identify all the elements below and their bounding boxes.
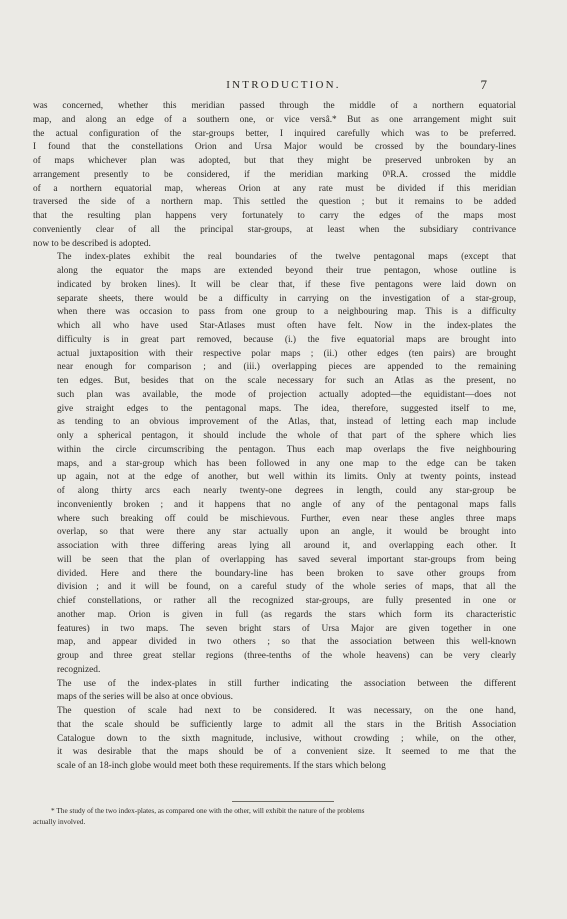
text-line: near enough for comparison ; and (iii.) overlapping pieces are appended to the remaining bbox=[57, 362, 516, 373]
text-line: divided. Here and there the boundary-line has been broken to save other groups from bbox=[57, 568, 516, 579]
paragraph bbox=[33, 100, 516, 251]
text-line: actual juxtaposition with their respective polar maps ; (ii.) other edges (ten pairs) are brought bbox=[57, 348, 516, 359]
text-line: separate sheets, there would be a difficulty in carrying on the investigation of a star-group, bbox=[57, 293, 516, 304]
text-line: along the equator the maps are extended beyond their true pentagon, whose outline is bbox=[57, 266, 516, 276]
paragraph bbox=[33, 678, 516, 706]
text-line: The question of scale had next to be considered. It was necessary, on the one hand, bbox=[57, 706, 516, 716]
text-line: association with three differing areas lying all around it, and overlapping each other. It bbox=[57, 541, 516, 551]
text-line: map, and appear divided in two others ; so that the association between this well-known bbox=[57, 637, 516, 648]
text-line: only a spherical pentagon, it should include the whole of that part of the sphere which lies bbox=[57, 431, 516, 441]
text-line: recognized. bbox=[57, 664, 101, 675]
text-line: when there was occasion to pass from one group to a neighbouring map. This is a difficulty bbox=[57, 307, 516, 318]
text-line: Catalogue down to the sixth magnitude, inclusive, without crowding ; while, on the other, bbox=[57, 733, 516, 744]
paragraph bbox=[33, 251, 516, 677]
paragraph bbox=[33, 705, 516, 774]
text-line: up again, not at the edge of another, but well within its limits. Only at twenty points, instead bbox=[57, 472, 516, 483]
text-line: overlap, so that were there any star actually upon an angle, it would be brought into bbox=[57, 527, 516, 538]
text-line: traversed the side of a northern map. This settled the question ; but it remains to be added bbox=[33, 197, 516, 208]
text-line: indicated by broken lines). It will be clear that, if these five pentagons were laid down on bbox=[57, 279, 516, 290]
text-line: of a northern equatorial map, whereas Orion at any rate must be divided if this meridian bbox=[33, 183, 516, 194]
text-line: arrangement presently to be considered, if the meridian marking 0ʰR.A. crossed the middle bbox=[33, 169, 516, 180]
text-line: features) in two maps. The seven bright stars of Ursa Major are given together in one bbox=[57, 623, 516, 634]
footnote bbox=[33, 806, 516, 827]
body-text bbox=[33, 100, 516, 774]
text-line: of maps whichever plan was adopted, but that they might be preserved unbroken by an bbox=[33, 156, 516, 166]
text-line: will be seen that the plan of overlapping has saved several important star-groups from being bbox=[57, 554, 516, 565]
text-line: The use of the index-plates in still further indicating the association between the different bbox=[57, 678, 516, 689]
text-line: that the resulting plan happens very fortunately to carry the edges of the maps most bbox=[33, 211, 516, 221]
text-line: group and three great stellar regions (three-tenths of the whole heavens) can be very clearly bbox=[57, 651, 516, 661]
text-line: I found that the constellations Orion and Ursa Major would be crossed by the boundary-lines bbox=[33, 142, 516, 153]
text-line: which all who have used Star-Atlases must often have felt. Now in the index-plates the bbox=[57, 321, 516, 331]
text-line: it was desirable that the maps should be of a convenient size. It seemed to me that the bbox=[57, 747, 516, 758]
text-line: inconveniently broken ; and it happens that no angle of any of the pentagonal maps falls bbox=[57, 499, 516, 510]
text-line: conveniently clear of all the principal star-groups, at least when the subsidiary contrivance bbox=[33, 224, 516, 235]
text-line: division ; and it will be found, on a careful study of the whole series of maps, that all the bbox=[57, 582, 516, 593]
page-header bbox=[0, 79, 567, 93]
text-line: chief constellations, or rather all the recognized star-groups, are fully presented in one or bbox=[57, 596, 516, 606]
text-line: maps, and a star-group which has been followed in any one map to the edge can be taken bbox=[57, 458, 516, 469]
text-line: difficulty is in great part removed, because (i.) the five equatorial maps are brought into bbox=[57, 334, 516, 345]
text-line: another map. Orion is given in full (as regards the stars which form its characteristic bbox=[57, 609, 516, 620]
text-line: as tending to an obvious improvement of the Atlas, that, instead of letting each map include bbox=[57, 417, 516, 428]
text-line: such plan was available, the mode of projection actually adopted—the equidistant—does not bbox=[57, 389, 516, 400]
footnote-line: * The study of the two index-plates, as compared one with the other, will exhibit the nature of the problems bbox=[51, 806, 365, 815]
text-line: that the scale should be sufficiently large to admit all the stars in the British Association bbox=[57, 719, 516, 730]
page-number: 7 bbox=[480, 77, 487, 92]
text-line: the actual configuration of the star-groups better, I inquired carefully which was to be preferred. bbox=[33, 128, 516, 139]
text-line: map, and along an edge of a southern one, or vice versâ.* But as one arrangement might suit bbox=[33, 114, 516, 125]
running-title: INTRODUCTION. bbox=[226, 79, 341, 91]
footnote-line: actually involved. bbox=[33, 816, 86, 826]
text-line: scale of an 18-inch globe would meet both these requirements. If the stars which belong bbox=[57, 761, 386, 771]
text-line: was concerned, whether this meridian passed through the middle of a northern equatorial bbox=[33, 101, 516, 111]
text-line: where such breaking off could be mischievous. Further, even near these angles three maps bbox=[57, 513, 516, 524]
text-line: within the circle circumscribing the pentagon. Thus each map overlaps the five neighbouring bbox=[57, 444, 516, 455]
text-line: now to be described is adopted. bbox=[33, 238, 151, 249]
text-line: maps of the series will be also at once obvious. bbox=[57, 692, 233, 703]
text-line: give straight edges to the pentagonal maps. The idea, therefore, suggested itself to me, bbox=[57, 403, 516, 414]
text-line: of along thirty arcs each nearly twenty-one degrees in length, could any star-group be bbox=[57, 486, 516, 496]
text-line: ten edges. But, besides that on the scale necessary for such an Atlas as the present, no bbox=[57, 376, 516, 386]
text-line: The index-plates exhibit the real boundaries of the twelve pentagonal maps (except that bbox=[57, 252, 516, 263]
footnote-rule bbox=[232, 801, 334, 802]
